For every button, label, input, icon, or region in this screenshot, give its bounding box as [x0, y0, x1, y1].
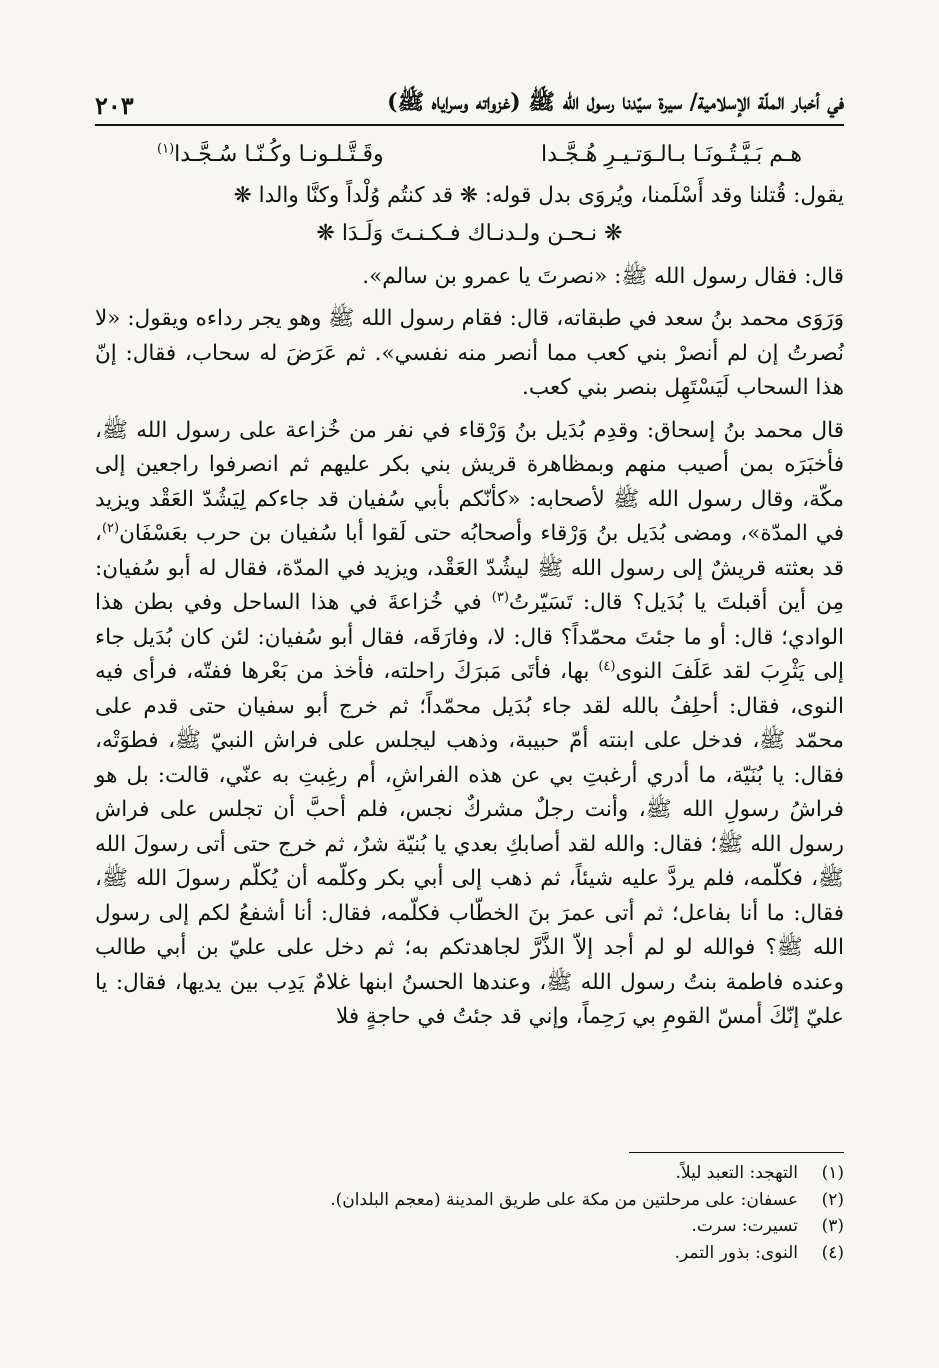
footnote-ref-2: (٢): [101, 520, 120, 536]
footnote-item: (١) التهجد: التعبد ليلاً.: [675, 1163, 844, 1183]
paragraph-4: قال محمد بنُ إسحاق: وقدِم بُدَيل بنُ وَرْقاء في نفر من خُزاعة على رسول الله ﷺ، فأخبَرَه بمن أصيب منهم وبمظاهرة قريش بني بكر عليهم ثم انصرفوا راجعين إلى مكّة، وقال رسول الله ﷺ لأصحابه: «كأنّكم بأبي سُفيان قد جاءكم لِيَشُدّ العَقْد ويزيد في المدّة»، ومضى بُدَيل بنُ وَرْقاء وأصحابُه حتى لَقوا أبا سُفيان بن حرب بعَسْفَان$^{(٢)}$، قد بعثته قريشٌ إلى رسول الله ﷺ ليشُدّ العَقْد، ويزيد في المدّة، فقال له أبو سُفيان: مِن أين أقبلتَ يا بُدَيل؟ قال: تَسَيّرتُ$^{(٣)}$ في خُزاعةَ في هذا الساحل وفي بطن هذا الوادي؛ قال: أو ما جئتَ محمّداً؟ قال: لا، وفارَقَه، فقال أبو سُفيان: لئن كان بُدَيل جاء إلى يَثْرِبَ لقد عَلَفَ النوى$^{(٤)}$ بها، فأتَى مَبرَكَ راحلته، فأخذ من بَعْرها ففتّه، فرأى فيه النوى، فقال: أحلِفُ بالله لقد جاء بُدَيل محمّداً؛ ثم خرج أبو سفيان حتى قدم على محمّد ﷺ، فدخل على ابنته أمّ حبيبة، وذهب ليجلس على فراش النبيّ ﷺ، فطوَتْه، فقال: يا بُنَيّة، ما أدري أرغبتِ بي عن هذه الفراشِ، أم رغِبتِ به عنّي، قالت: بل هو فراشُ رسولِ الله ﷺ، وأنت رجلٌ مشركٌ نجس، فلم أحبَّ أن تجلس على فراش رسول الله ﷺ؛ فقال: والله لقد أصابكِ بعدي يا بُنيّة شرٌ، ثم خرج حتى أتى رسولَ الله ﷺ، فكلّمه، فلم يردَّ عليه شيئاً، ثم ذهب إلى أبي بكر وكلّمه أن يُكلّم رسولَ الله ﷺ، فقال: ما أنا بفاعل؛ ثم أتى عمرَ بنَ الخطّاب فكلّمه، فقال: أنا أشفعُ لكم إلى رسول الله ﷺ؟ فوالله لو لم أجد إلاّ الذَّرَّ لجاهدتكم به؛ ثم دخل على عليّ بن أبي طالب وعنده فاطمة بنتُ رسول الله ﷺ، وعندها الحسنُ ابنها غلامٌ يَدِب بين يديها، فقال: يا عليّ إنّكَ أمسّ القومِ بي رَحِماً، وإني قد جئتُ في حاجةٍ فلا: [95, 417, 845, 1029]
footnote-item: (٣) تسيرت: سرت.: [691, 1216, 844, 1236]
footnote-item: (٢) عسفان: على مرحلتين من مكة على طريق المدينة (معجم البلدان).: [330, 1189, 844, 1210]
poem-verse: [95, 138, 844, 173]
paragraph-3: وَرَوَى محمد بنُ سعد في طبقاته، قال: فقام رسول الله ﷺ وهو يجر رداءه ويقول: «لا نُصرتُ إن لم أنصرْ بني كعب مما أنصر منه نفسي». ثم عَرَضَ له سحاب، فقال: إنّ هذا السحاب لَيَسْتَهِل بنصر بني كعب.: [95, 306, 844, 400]
footnotes: [95, 1160, 844, 1266]
footnote-separator: [629, 1152, 844, 1153]
footnote-ref-1: (١): [157, 141, 175, 157]
footnote-item: (٤) النوى: بذور التمر.: [674, 1242, 844, 1263]
verse-left-hemistich: وقَـتَّـلـونـا وكُـنّـا سُـجَّـدا$^{(١)}$: [157, 141, 384, 167]
paragraph-1: يقول: قُتلنا وقد أَسْلَمنا، ويُروَى بدل قوله: ❋ قد كنتُم وُلْداً وكنَّا والدا ❋: [233, 182, 844, 208]
footnote-ref-4: (٤): [598, 658, 616, 674]
paragraph-2: قال: فقال رسول الله ﷺ: «نصرتَ يا عمرو بن سالم».: [362, 263, 844, 289]
footnote-ref-3: (٣): [491, 589, 509, 605]
page-number: ٢٠٣: [95, 91, 134, 120]
centered-verse: ❋ نـحـن ولـدنـاك فـكـنـتَ وَلَـدَا ❋: [316, 221, 623, 246]
main-text: [95, 138, 844, 1035]
header-title: في أخبار الملّة الإسلامية/ سيرة سيّدنا رسول الله ﷺ (غزواته وسراياه ﷺ): [387, 89, 844, 115]
verse-right-hemistich: هـم بَـيَّـتُـونَـا بـالـوَتـيـرِ هُـجَّـدا: [541, 142, 802, 167]
running-header: [95, 78, 844, 126]
